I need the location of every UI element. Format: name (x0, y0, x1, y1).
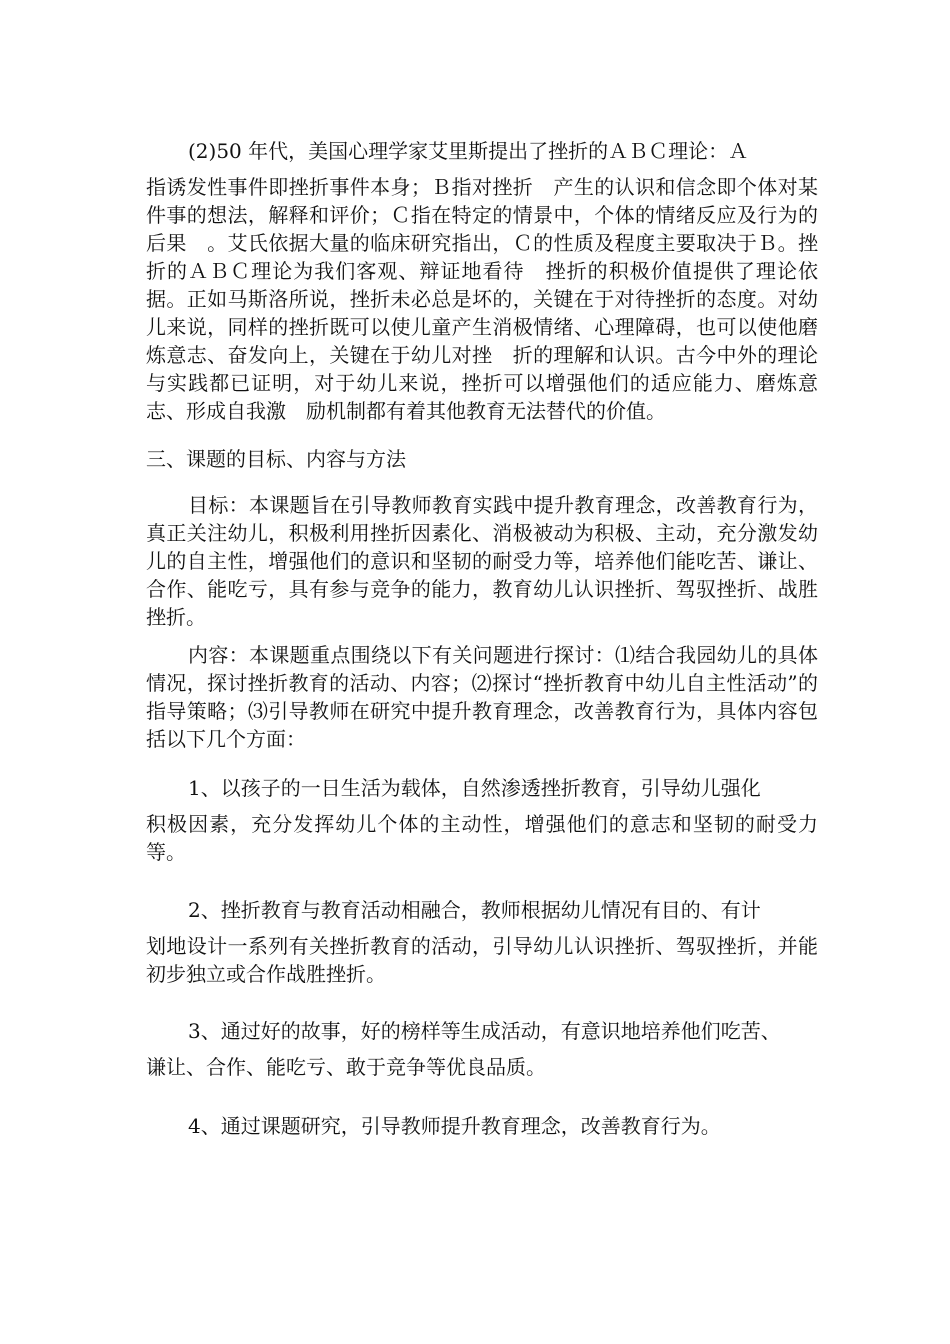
section-heading-goals: 三、课题的目标、内容与方法 (146, 447, 406, 471)
list-item-2-body: 划地设计一系列有关挫折教育的活动，引导幼儿认识挫折、驾驭挫折，并能初步独立或合作战胜挫折。 (146, 934, 818, 986)
paragraph-content: 内容：本课题重点围绕以下有关问题进行探讨：⑴结合我园幼儿的具体情况，探讨挫折教育的活动、内容；⑵探讨“挫折教育中幼儿自主性活动”的指导策略；⑶引导教师在研究中提升教育理念，改善教育行为，具体内容包括以下几个方面： (146, 643, 818, 751)
list-item-2-first-line: 2、挫折教育与教育活动相融合，教师根据幼儿情况有目的、有计 (188, 898, 761, 922)
paragraph-goal: 目标：本课题旨在引导教师教育实践中提升教育理念，改善教育行为，真正关注幼儿，积极利用挫折因素化、消极被动为积极、主动，充分激发幼儿的自主性，增强他们的意识和坚韧的耐受力等，培养他们能吃苦、谦让、合作、能吃亏，具有参与竞争的能力，教育幼儿认识挫折、驾驭挫折、战胜挫折。 (146, 493, 818, 629)
paragraph-abc-theory-first-line: (2)50 年代，美国心理学家艾里斯提出了挫折的ＡＢＣ理论：Ａ (188, 139, 749, 163)
list-item-1-first-line: 1、以孩子的一日生活为载体，自然渗透挫折教育，引导幼儿强化 (188, 776, 761, 800)
paragraph-abc-theory-body: 指诱发性事件即挫折事件本身；Ｂ指对挫折 产生的认识和信念即个体对某件事的想法，解释和评价；Ｃ指在特定的情景中，个体的情绪反应及行为的后果 。艾氏依据大量的临床研究指出，Ｃ的性质及程度主要取决于Ｂ。挫折的ＡＢＣ理论为我们客观、辩证地看待 挫折的积极价值提供了理论依据。正如马斯洛所说，挫折未必总是坏的，关键在于对待挫折的态度。对幼儿来说，同样的挫折既可以使儿童产生消极情绪、心理障碍，也可以使他磨炼意志、奋发向上，关键在于幼儿对挫 折的理解和认识。古今中外的理论与实践都已证明，对于幼儿来说，挫折可以增强他们的适应能力、磨炼意志、形成自我激 励机制都有着其他教育无法替代的价值。 (146, 175, 818, 423)
list-item-1-body: 积极因素，充分发挥幼儿个体的主动性，增强他们的意志和坚韧的耐受力等。 (146, 812, 818, 864)
list-item-3-body: 谦让、合作、能吃亏、敢于竞争等优良品质。 (146, 1055, 546, 1079)
list-item-3-first-line: 3、通过好的故事，好的榜样等生成活动，有意识地培养他们吃苦、 (188, 1019, 781, 1043)
list-item-4: 4、通过课题研究，引导教师提升教育理念，改善教育行为。 (188, 1114, 721, 1138)
